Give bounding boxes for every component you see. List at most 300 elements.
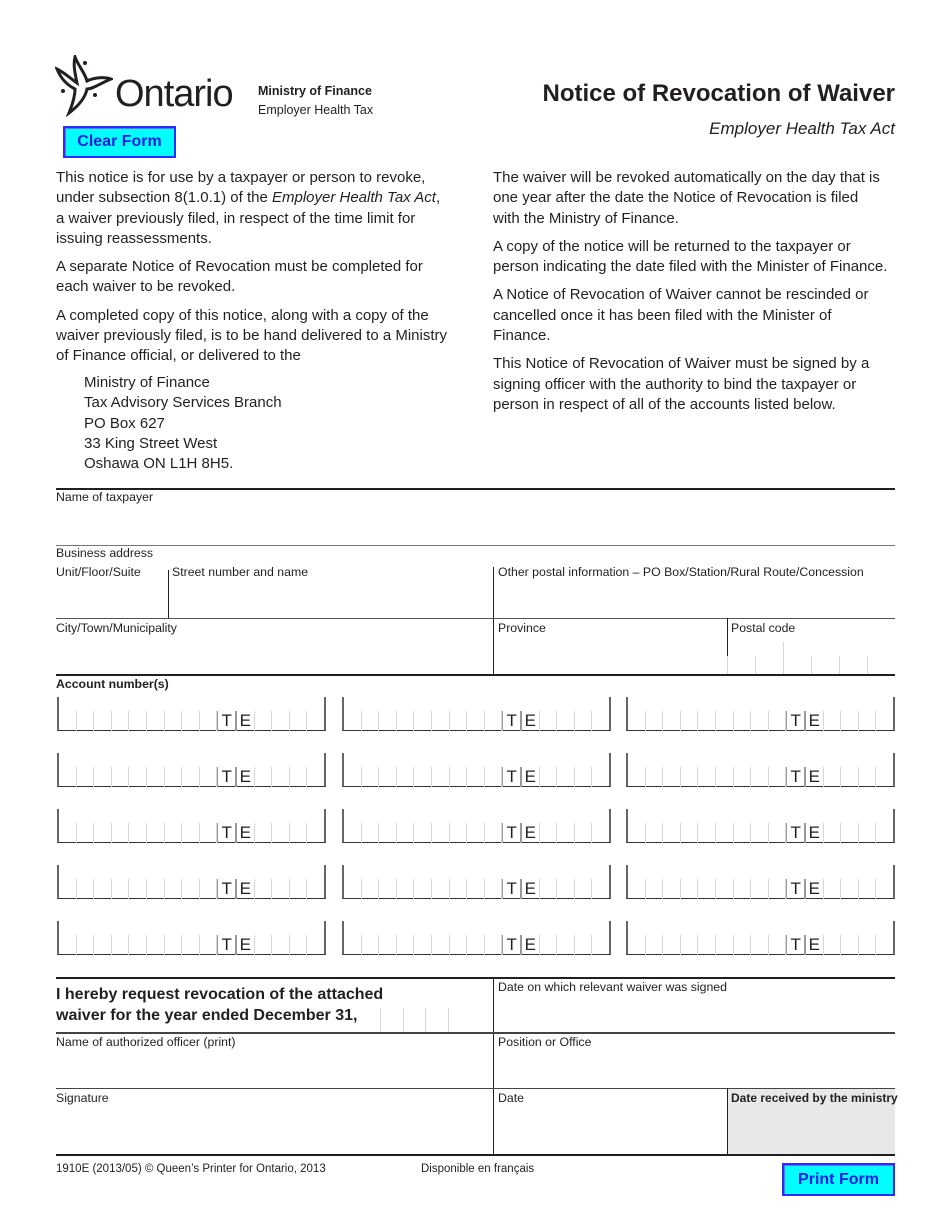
divider xyxy=(168,570,169,618)
digit-cell xyxy=(592,879,609,899)
digit-cell xyxy=(628,767,646,787)
digit-cell xyxy=(272,711,290,731)
digit-cell xyxy=(681,823,699,843)
digit-cell xyxy=(362,711,380,731)
digit-cell xyxy=(592,935,609,955)
digit-cell xyxy=(129,767,147,787)
digit-cell xyxy=(182,823,200,843)
digit-cell xyxy=(663,711,681,731)
digit-cell xyxy=(575,879,593,899)
digit-cell xyxy=(165,879,183,899)
account-suffix-letter: T xyxy=(502,767,521,787)
digit-cell xyxy=(94,935,112,955)
digit-cell xyxy=(450,935,468,955)
account-suffix-letter: T xyxy=(502,879,521,899)
account-number-field[interactable] xyxy=(57,753,326,787)
account-number-field[interactable] xyxy=(342,865,611,899)
digit-cell xyxy=(734,767,752,787)
digit-cell xyxy=(112,711,130,731)
account-suffix-letter: T xyxy=(786,879,805,899)
digit-cell xyxy=(59,711,77,731)
digit-cell xyxy=(663,767,681,787)
digit-cell xyxy=(432,935,450,955)
digit-cell xyxy=(165,823,183,843)
digit-cell xyxy=(379,767,397,787)
digit-cell xyxy=(751,879,769,899)
digit-cell xyxy=(751,935,769,955)
account-suffix-letter: E xyxy=(521,711,540,731)
address-line: PO Box 627 xyxy=(84,414,165,432)
province-field[interactable] xyxy=(495,636,725,674)
digit-cell xyxy=(450,767,468,787)
divider xyxy=(56,1154,895,1156)
digit-cell xyxy=(94,879,112,899)
ontario-logo xyxy=(55,55,235,117)
unit-label: Unit/Floor/Suite xyxy=(56,565,141,579)
digit-cell xyxy=(77,711,95,731)
digit-cell xyxy=(467,823,485,843)
address-line: Tax Advisory Services Branch xyxy=(84,394,282,412)
intro-paragraph: A separate Notice of Revocation must be completed for each waiver to be revoked. xyxy=(56,258,423,296)
divider xyxy=(56,674,895,676)
clear-form-button[interactable]: Clear Form xyxy=(63,126,176,158)
digit-cell xyxy=(769,879,787,899)
digit-cell xyxy=(432,711,450,731)
digit-cell xyxy=(272,767,290,787)
digit-cell xyxy=(129,879,147,899)
intro-paragraph: The waiver will be revoked automatically on the day that is one year after the date the Notice of Revocation is filed with the Ministry of Finance. xyxy=(493,169,880,227)
page-subtitle: Employer Health Tax Act xyxy=(709,119,895,138)
digit-cell xyxy=(859,879,877,899)
account-suffix-letter: T xyxy=(217,879,236,899)
intro-left xyxy=(56,168,451,375)
digit-cell xyxy=(716,767,734,787)
digit-cell xyxy=(716,823,734,843)
date-waiver-signed-field[interactable] xyxy=(495,996,893,1032)
signature-field[interactable] xyxy=(56,1106,490,1154)
address-line: Oshawa ON L1H 8H5. xyxy=(84,455,234,473)
digit-cell xyxy=(716,935,734,955)
account-suffix-letter: T xyxy=(217,935,236,955)
account-suffix-letter: E xyxy=(805,711,824,731)
digit-cell xyxy=(485,823,503,843)
digit-cell xyxy=(575,711,593,731)
digit-cell xyxy=(876,823,893,843)
digit-cell xyxy=(557,879,575,899)
divider xyxy=(56,545,895,546)
intro-paragraph: A copy of the notice will be returned to the taxpayer or person indicating the date filed with the Minister of Finance. xyxy=(493,237,888,276)
digit-cell xyxy=(467,711,485,731)
form-id: 1910E (2013/05) © Queen’s Printer for Ontario, 2013 xyxy=(56,1163,326,1175)
account-suffix-letter: T xyxy=(786,823,805,843)
digit-cell xyxy=(255,879,273,899)
digit-cell xyxy=(450,823,468,843)
digit-cell xyxy=(663,823,681,843)
digit-cell xyxy=(824,879,842,899)
digit-cell xyxy=(734,711,752,731)
digit-cell xyxy=(147,823,165,843)
digit-cell xyxy=(129,711,147,731)
digit-cell xyxy=(681,767,699,787)
digit-cell xyxy=(769,711,787,731)
digit-cell xyxy=(769,823,787,843)
account-suffix-letter: T xyxy=(502,823,521,843)
digit-cell xyxy=(575,767,593,787)
digit-cell xyxy=(129,823,147,843)
digit-cell xyxy=(77,767,95,787)
digit-cell xyxy=(841,711,859,731)
digit-cell xyxy=(557,711,575,731)
account-suffix-letter: E xyxy=(236,823,255,843)
digit-cell xyxy=(432,767,450,787)
digit-cell xyxy=(94,767,112,787)
divider xyxy=(56,488,895,490)
account-suffix-letter: E xyxy=(236,711,255,731)
digit-cell xyxy=(824,935,842,955)
digit-cell xyxy=(716,879,734,899)
digit-cell xyxy=(397,767,415,787)
digit-cell xyxy=(841,767,859,787)
digit-cell xyxy=(876,711,893,731)
account-suffix-letter: E xyxy=(805,767,824,787)
address-line: Ministry of Finance xyxy=(84,374,210,391)
digit-cell xyxy=(751,823,769,843)
digit-cell xyxy=(397,823,415,843)
digit-cell xyxy=(824,767,842,787)
print-form-button[interactable]: Print Form xyxy=(782,1163,895,1196)
digit-cell xyxy=(200,711,218,731)
digit-cell xyxy=(255,767,273,787)
account-suffix-letter: E xyxy=(805,879,824,899)
intro-paragraph: A Notice of Revocation of Waiver cannot be rescinded or cancelled once it has been filed with the Minister of Finance. xyxy=(493,286,869,345)
digit-cell xyxy=(414,879,432,899)
account-suffix-letter: T xyxy=(786,767,805,787)
digit-cell xyxy=(698,879,716,899)
digit-cell xyxy=(182,767,200,787)
date-label: Date xyxy=(498,1091,524,1105)
name-of-taxpayer-label: Name of taxpayer xyxy=(56,490,154,504)
digit-cell xyxy=(414,935,432,955)
trillium-icon xyxy=(55,55,113,117)
digit-cell xyxy=(200,935,218,955)
position-label: Position or Office xyxy=(498,1035,592,1049)
digit-cell xyxy=(592,767,609,787)
digit-cell xyxy=(628,711,646,731)
account-suffix-letter: T xyxy=(786,711,805,731)
digit-cell xyxy=(698,767,716,787)
digit-cell xyxy=(255,935,273,955)
digit-cell xyxy=(876,879,893,899)
page-title: Notice of Revocation of Waiver xyxy=(542,80,895,107)
statement-line: waiver for the year ended December 31, xyxy=(56,1007,358,1024)
digit-cell xyxy=(397,879,415,899)
digit-cell xyxy=(255,711,273,731)
digit-cell xyxy=(129,935,147,955)
digit-cell xyxy=(272,935,290,955)
digit-cell xyxy=(379,935,397,955)
digit-cell xyxy=(397,935,415,955)
digit-cell xyxy=(859,935,877,955)
year-field[interactable] xyxy=(380,1008,470,1033)
digit-cell xyxy=(290,879,308,899)
digit-cell xyxy=(414,711,432,731)
date-received-label: Date received by the ministry xyxy=(731,1091,898,1105)
digit-cell xyxy=(485,711,503,731)
digit-cell xyxy=(628,823,646,843)
digit-cell xyxy=(182,879,200,899)
account-suffix-letter: E xyxy=(521,823,540,843)
divider xyxy=(56,618,895,619)
account-number-field[interactable] xyxy=(626,809,895,843)
digit-cell xyxy=(876,935,893,955)
digit-cell xyxy=(557,823,575,843)
account-number-field[interactable] xyxy=(626,921,895,955)
digit-cell xyxy=(663,879,681,899)
account-numbers-label: Account number(s) xyxy=(56,677,169,691)
digit-cell xyxy=(432,879,450,899)
digit-cell xyxy=(147,767,165,787)
account-suffix-letter: E xyxy=(236,935,255,955)
account-number-field[interactable] xyxy=(342,697,611,731)
digit-cell xyxy=(272,823,290,843)
account-suffix-letter: E xyxy=(805,935,824,955)
digit-cell xyxy=(379,879,397,899)
postal-code-label: Postal code xyxy=(731,621,796,635)
digit-cell xyxy=(344,879,362,899)
other-postal-field[interactable] xyxy=(495,582,893,616)
address-line: 33 King Street West xyxy=(84,434,218,452)
account-number-field[interactable] xyxy=(626,753,895,787)
digit-cell xyxy=(112,767,130,787)
digit-cell xyxy=(112,879,130,899)
digit-cell xyxy=(628,879,646,899)
digit-cell xyxy=(255,823,273,843)
digit-cell xyxy=(414,823,432,843)
city-label: City/Town/Municipality xyxy=(56,621,177,635)
account-suffix-letter: E xyxy=(521,767,540,787)
digit-cell xyxy=(77,879,95,899)
postal-code-field[interactable] xyxy=(727,642,895,675)
digit-cell xyxy=(147,711,165,731)
digit-cell xyxy=(841,935,859,955)
digit-cell xyxy=(200,823,218,843)
digit-cell xyxy=(841,879,859,899)
position-field[interactable] xyxy=(495,1050,893,1086)
digit-cell xyxy=(200,879,218,899)
intro-paragraph: A completed copy of this notice, along with a copy of the waiver previously filed, is to be hand delivered to a Ministry of Finance official, or delivered to the xyxy=(56,306,448,365)
digit-cell xyxy=(307,823,324,843)
digit-cell xyxy=(540,711,558,731)
digit-cell xyxy=(663,935,681,955)
officer-name-label: Name of authorized officer (print) xyxy=(56,1035,236,1049)
digit-cell xyxy=(290,767,308,787)
digit-cell xyxy=(432,823,450,843)
digit-cell xyxy=(94,711,112,731)
mailing-address xyxy=(84,373,282,474)
digit-cell xyxy=(540,935,558,955)
digit-cell xyxy=(557,767,575,787)
account-suffix-letter: E xyxy=(805,823,824,843)
digit-cell xyxy=(698,823,716,843)
digit-cell xyxy=(77,823,95,843)
digit-cell xyxy=(646,767,664,787)
date-field[interactable] xyxy=(495,1106,725,1154)
digit-cell xyxy=(859,767,877,787)
digit-cell xyxy=(734,935,752,955)
divider xyxy=(727,1088,728,1155)
account-number-field[interactable] xyxy=(342,753,611,787)
digit-cell xyxy=(575,935,593,955)
digit-cell xyxy=(592,711,609,731)
digit-cell xyxy=(272,879,290,899)
digit-cell xyxy=(734,879,752,899)
account-suffix-letter: E xyxy=(521,879,540,899)
digit-cell xyxy=(769,935,787,955)
digit-cell xyxy=(716,711,734,731)
account-number-field[interactable] xyxy=(626,697,895,731)
french-availability: Disponible en français xyxy=(421,1163,535,1175)
officer-name-field[interactable] xyxy=(56,1050,490,1086)
intro-paragraph xyxy=(56,168,451,249)
digit-cell xyxy=(307,879,324,899)
account-suffix-letter: E xyxy=(521,935,540,955)
digit-cell xyxy=(94,823,112,843)
digit-cell xyxy=(290,823,308,843)
digit-cell xyxy=(59,767,77,787)
digit-cell xyxy=(485,879,503,899)
digit-cell xyxy=(59,935,77,955)
account-number-field[interactable] xyxy=(342,809,611,843)
digit-cell xyxy=(769,767,787,787)
digit-cell xyxy=(414,767,432,787)
logo-wordmark: Ontario xyxy=(115,73,233,115)
ministry-name: Ministry of Finance xyxy=(258,84,372,98)
digit-cell xyxy=(824,711,842,731)
statement-line: I hereby request revocation of the attached xyxy=(56,986,384,1003)
account-number-field[interactable] xyxy=(626,865,895,899)
digit-cell xyxy=(646,879,664,899)
account-suffix-letter: T xyxy=(217,711,236,731)
digit-cell xyxy=(859,711,877,731)
digit-cell xyxy=(344,935,362,955)
intro-right xyxy=(493,168,888,423)
digit-cell xyxy=(681,879,699,899)
digit-cell xyxy=(467,935,485,955)
divider xyxy=(493,567,494,675)
digit-cell xyxy=(485,767,503,787)
digit-cell xyxy=(344,823,362,843)
text: This notice is for use by a taxpayer or person to revoke, under subsection 8(1.0.1) of the xyxy=(56,169,426,207)
digit-cell xyxy=(362,823,380,843)
account-number-field[interactable] xyxy=(342,921,611,955)
digit-cell xyxy=(467,767,485,787)
ministry-block xyxy=(258,82,373,120)
digit-cell xyxy=(859,823,877,843)
digit-cell xyxy=(112,823,130,843)
digit-cell xyxy=(362,767,380,787)
digit-cell xyxy=(681,935,699,955)
program-name: Employer Health Tax xyxy=(258,103,374,117)
digit-cell xyxy=(751,711,769,731)
account-suffix-letter: T xyxy=(217,823,236,843)
street-label: Street number and name xyxy=(172,565,309,579)
divider xyxy=(493,978,494,1155)
digit-cell xyxy=(290,711,308,731)
digit-cell xyxy=(540,823,558,843)
act-name: Employer Health Tax Act xyxy=(271,189,436,207)
account-suffix-letter: T xyxy=(502,711,521,731)
digit-cell xyxy=(344,711,362,731)
digit-cell xyxy=(575,823,593,843)
digit-cell xyxy=(698,935,716,955)
digit-cell xyxy=(397,711,415,731)
city-field[interactable] xyxy=(56,636,490,674)
digit-cell xyxy=(362,935,380,955)
digit-cell xyxy=(485,935,503,955)
account-number-field[interactable] xyxy=(57,865,326,899)
digit-cell xyxy=(344,767,362,787)
digit-cell xyxy=(165,935,183,955)
digit-cell xyxy=(307,935,324,955)
account-number-field[interactable] xyxy=(57,921,326,955)
digit-cell xyxy=(646,711,664,731)
digit-cell xyxy=(182,935,200,955)
account-suffix-letter: E xyxy=(236,767,255,787)
digit-cell xyxy=(290,935,308,955)
digit-cell xyxy=(147,935,165,955)
account-suffix-letter: T xyxy=(502,935,521,955)
province-label: Province xyxy=(498,621,546,635)
date-waiver-signed-label: Date on which relevant waiver was signed xyxy=(498,980,727,994)
digit-cell xyxy=(467,879,485,899)
digit-cell xyxy=(751,767,769,787)
digit-cell xyxy=(307,711,324,731)
name-of-taxpayer-field[interactable] xyxy=(56,505,895,545)
digit-cell xyxy=(646,935,664,955)
digit-cell xyxy=(628,935,646,955)
digit-cell xyxy=(557,935,575,955)
digit-cell xyxy=(824,823,842,843)
digit-cell xyxy=(200,767,218,787)
digit-cell xyxy=(182,711,200,731)
digit-cell xyxy=(379,823,397,843)
digit-cell xyxy=(592,823,609,843)
account-number-field[interactable] xyxy=(57,809,326,843)
digit-cell xyxy=(876,767,893,787)
digit-cell xyxy=(841,823,859,843)
street-field[interactable] xyxy=(170,582,490,616)
revocation-statement xyxy=(56,984,383,1026)
digit-cell xyxy=(77,935,95,955)
digit-cell xyxy=(307,767,324,787)
account-number-field[interactable] xyxy=(57,697,326,731)
digit-cell xyxy=(540,879,558,899)
digit-cell xyxy=(450,711,468,731)
digit-cell xyxy=(59,879,77,899)
digit-cell xyxy=(698,711,716,731)
signature-label: Signature xyxy=(56,1091,109,1105)
digit-cell xyxy=(112,935,130,955)
text: , a waiver previously filed, in respect of the time limit for issuing reassessments. xyxy=(56,189,441,247)
business-address-label: Business address xyxy=(56,546,154,560)
unit-field[interactable] xyxy=(56,582,166,616)
digit-cell xyxy=(147,879,165,899)
account-suffix-letter: T xyxy=(217,767,236,787)
digit-cell xyxy=(450,879,468,899)
digit-cell xyxy=(734,823,752,843)
account-suffix-letter: E xyxy=(236,879,255,899)
digit-cell xyxy=(165,767,183,787)
